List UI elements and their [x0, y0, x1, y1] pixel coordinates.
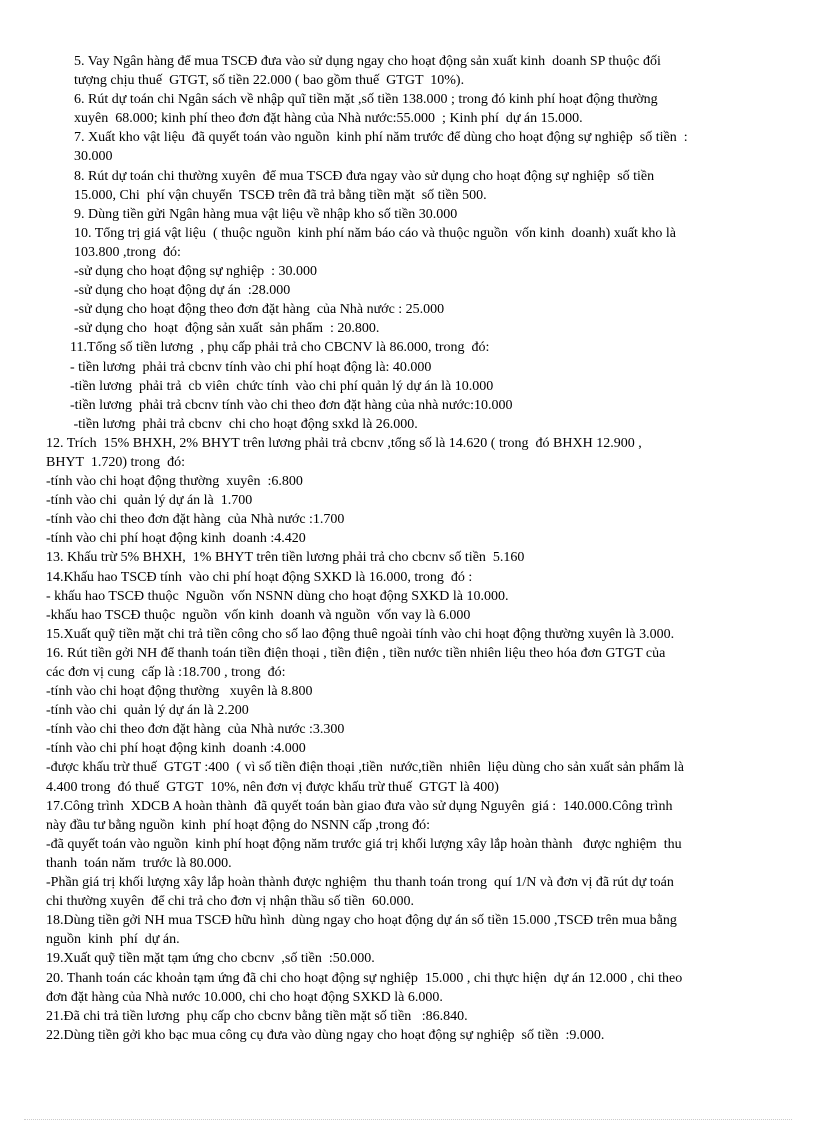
document-line: -đã quyết toán vào nguồn kinh phí hoạt động năm trước giá trị khối lượng xây lắp hoàn thành được nghiệm thu — [46, 836, 682, 852]
document-body — [46, 52, 772, 1045]
document-line: 11.Tổng số tiền lương , phụ cấp phải trả cho CBCNV là 86.000, trong đó: — [70, 340, 490, 356]
document-line: -sử dụng cho hoạt động theo đơn đặt hàng của Nhà nước : 25.000 — [74, 302, 445, 318]
document-line: -tính vào chi phí hoạt động kinh doanh :4.420 — [46, 531, 306, 547]
document-line: -tính vào chi quản lý dự án là 1.700 — [46, 493, 253, 509]
document-line: 17.Công trình XDCB A hoàn thành đã quyết toán bàn giao đưa vào sử dụng Nguyên giá : 140.000.Công trình — [46, 798, 673, 814]
document-line: -tính vào chi phí hoạt động kinh doanh :4.000 — [46, 741, 306, 757]
document-line: đơn đặt hàng của Nhà nước 10.000, chi cho hoạt động SXKD là 6.000. — [46, 989, 443, 1005]
document-line: -khấu hao TSCĐ thuộc nguồn vốn kinh doanh và nguồn vốn vay là 6.000 — [46, 607, 471, 623]
document-line: -tính vào chi hoạt động thường xuyên :6.800 — [46, 474, 303, 490]
document-line: 15.Xuất quỹ tiền mặt chi trả tiền công cho số lao động thuê ngoài tính vào chi hoạt động thường xuyên là 3.000. — [46, 626, 675, 642]
document-line: -tính vào chi theo đơn đặt hàng của Nhà nước :1.700 — [46, 512, 345, 528]
document-line: 21.Đã chi trả tiền lương phụ cấp cho cbcnv bằng tiền mặt số tiền :86.840. — [46, 1008, 468, 1024]
document-line: 12. Trích 15% BHXH, 2% BHYT trên lương phải trả cbcnv ,tổng số là 14.620 ( trong đó BHXH 12.900 , — [46, 435, 642, 451]
document-line: -tiền lương phải trả cb viên chức tính vào chi phí quản lý dự án là 10.000 — [70, 378, 494, 394]
document-line: 8. Rút dự toán chi thường xuyên để mua TSCĐ đưa ngay vào sử dụng cho hoạt động sự nghiệp số tiền — [74, 168, 655, 184]
document-line: -tính vào chi hoạt động thường xuyên là 8.800 — [46, 684, 313, 700]
document-line: 20. Thanh toán các khoản tạm ứng đã chi cho hoạt động sự nghiệp 15.000 , chi thực hiện dự án 12.000 , chi theo — [46, 970, 683, 986]
document-line: -tính vào chi theo đơn đặt hàng của Nhà nước :3.300 — [46, 722, 345, 738]
document-line: 10. Tổng trị giá vật liệu ( thuộc nguồn kinh phí năm báo cáo và thuộc nguồn vốn kinh doanh) xuất kho là — [74, 225, 677, 241]
document-line: -tính vào chi quản lý dự án là 2.200 — [46, 703, 249, 719]
document-line: 13. Khấu trừ 5% BHXH, 1% BHYT trên tiền lương phải trả cho cbcnv số tiền 5.160 — [46, 550, 525, 566]
document-line: -được khấu trừ thuế GTGT :400 ( vì số tiền điện thoại ,tiền nước,tiền nhiên liệu dùng cho sản xuất sản phẩm là — [46, 760, 685, 776]
document-line: 18.Dùng tiền gởi NH mua TSCĐ hữu hình dùng ngay cho hoạt động dự án số tiền 15.000 ,TSCĐ trên mua bằng — [46, 913, 677, 929]
document-line: thanh toán năm trước là 80.000. — [46, 855, 232, 871]
document-line: 4.400 trong đó thuế GTGT 10%, nên đơn vị được khấu trừ thuế GTGT là 400) — [46, 779, 499, 795]
document-line: - tiền lương phải trả cbcnv tính vào chi phí hoạt động là: 40.000 — [70, 359, 432, 375]
document-line: -sử dụng cho hoạt động sản xuất sản phẩm : 20.800. — [74, 321, 380, 337]
document-line: 16. Rút tiền gởi NH để thanh toán tiền điện thoại , tiền điện , tiền nước tiền nhiên liệu theo hóa đơn GTGT của — [46, 645, 666, 661]
document-line: xuyên 68.000; kinh phí theo đơn đặt hàng của Nhà nước:55.000 ; Kinh phí dự án 15.000. — [74, 111, 583, 127]
document-line: 7. Xuất kho vật liệu đã quyết toán vào nguồn kinh phí năm trước để dùng cho hoạt động sự nghiệp số tiền : — [74, 130, 688, 146]
document-line: chi thường xuyên để chi trả cho đơn vị nhận thầu số tiền 60.000. — [46, 894, 415, 910]
document-line: 5. Vay Ngân hàng để mua TSCĐ đưa vào sử dụng ngay cho hoạt động sản xuất kinh doanh SP thuộc đối — [74, 54, 661, 69]
document-line: -sử dụng cho hoạt động dự án :28.000 — [74, 283, 291, 299]
document-line: - khấu hao TSCĐ thuộc Nguồn vốn NSNN dùng cho hoạt động SXKD là 10.000. — [46, 588, 509, 604]
document-line: nguồn kinh phí dự án. — [46, 932, 180, 948]
document-line: 15.000, Chi phí vận chuyển TSCĐ trên đã trả bằng tiền mặt số tiền 500. — [74, 187, 487, 203]
page-bottom-divider — [24, 1119, 792, 1120]
document-line: 14.Khấu hao TSCĐ tính vào chi phí hoạt động SXKD là 16.000, trong đó : — [46, 569, 473, 585]
document-line: tượng chịu thuế GTGT, số tiền 22.000 ( bao gồm thuế GTGT 10%). — [74, 73, 465, 89]
document-line: 19.Xuất quỹ tiền mặt tạm ứng cho cbcnv ,số tiền :50.000. — [46, 951, 375, 967]
document-line: này đầu tư bằng nguồn kinh phí hoạt động do NSNN cấp ,trong đó: — [46, 817, 430, 833]
document-line: các đơn vị cung cấp là :18.700 , trong đó: — [46, 665, 286, 680]
document-line: 30.000 — [74, 149, 113, 165]
document-line: 6. Rút dự toán chi Ngân sách về nhập quĩ tiền mặt ,số tiền 138.000 ; trong đó kinh phí hoạt động thường — [74, 92, 658, 108]
document-line: 103.800 ,trong đó: — [74, 244, 181, 260]
document-line: 22.Dùng tiền gởi kho bạc mua công cụ đưa vào dùng ngay cho hoạt động sự nghiệp số tiền :9.000. — [46, 1027, 605, 1043]
document-line: -tiền lương phải trả cbcnv tính vào chi theo đơn đặt hàng của nhà nước:10.000 — [70, 397, 513, 413]
document-line: 9. Dùng tiền gửi Ngân hàng mua vật liệu về nhập kho số tiền 30.000 — [74, 206, 458, 222]
document-line: -tiền lương phải trả cbcnv chi cho hoạt động sxkd là 26.000. — [70, 416, 418, 432]
document-line: -sử dụng cho hoạt động sự nghiệp : 30.000 — [74, 264, 318, 280]
document-line: -Phần giá trị khối lượng xây lắp hoàn thành được nghiệm thu thanh toán trong quí 1/N và đơn vị đã rút dự toán — [46, 875, 674, 891]
document-line: BHYT 1.720) trong đó: — [46, 454, 185, 470]
